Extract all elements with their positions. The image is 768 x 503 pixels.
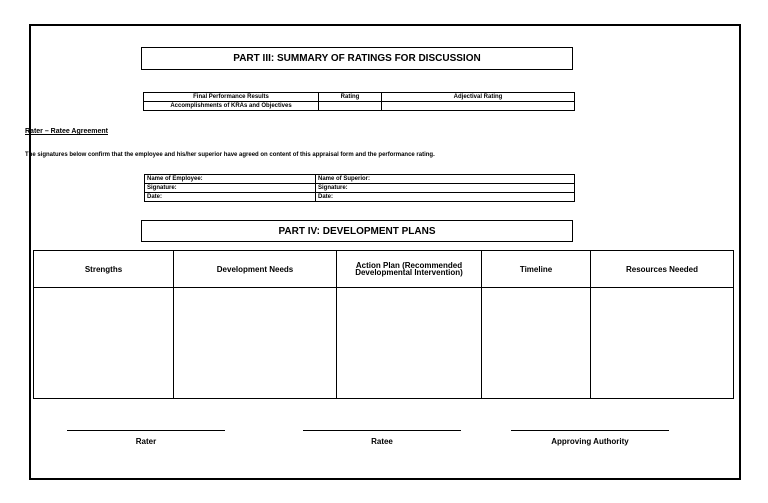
- employee-date-field[interactable]: Date:: [145, 193, 316, 202]
- header-timeline: Timeline: [482, 251, 591, 288]
- rater-label: Rater: [135, 437, 157, 446]
- agreement-text: The signatures below confirm that the employee and his/her superior have agreed on content of this appraisal form and the performance rating.: [25, 152, 435, 158]
- rating-cell[interactable]: [319, 102, 382, 111]
- ratings-header-row: [144, 93, 575, 102]
- superior-name-field[interactable]: Name of Superior:: [316, 175, 575, 184]
- agreement-title: Rater – Ratee Agreement: [25, 128, 108, 135]
- approving-authority-label: Approving Authority: [551, 437, 629, 446]
- header-strengths: Strengths: [34, 251, 174, 288]
- development-plans-table: [33, 250, 734, 399]
- ratings-summary-table: [143, 92, 575, 111]
- part-iv-title: [141, 220, 573, 242]
- signature-row-signature: [145, 184, 575, 193]
- ratings-row: [144, 102, 575, 111]
- part-iii-title: [141, 47, 573, 70]
- resources-needed-cell[interactable]: [591, 288, 734, 399]
- signature-table: [144, 174, 575, 202]
- header-rating: Rating: [319, 93, 382, 102]
- employee-signature-field[interactable]: Signature:: [145, 184, 316, 193]
- strengths-cell[interactable]: [34, 288, 174, 399]
- header-resources-needed: Resources Needed: [591, 251, 734, 288]
- row-accomplishments: Accomplishments of KRAs and Objectives: [144, 102, 319, 111]
- timeline-cell[interactable]: [482, 288, 591, 399]
- signature-row-name: [145, 175, 575, 184]
- header-action-plan: Action Plan (Recommended Developmental Intervention): [337, 251, 482, 288]
- adjectival-rating-cell[interactable]: [382, 102, 575, 111]
- superior-date-field[interactable]: Date:: [316, 193, 575, 202]
- employee-name-field[interactable]: Name of Employee:: [145, 175, 316, 184]
- development-needs-cell[interactable]: [174, 288, 337, 399]
- action-plan-cell[interactable]: [337, 288, 482, 399]
- appraisal-form-page: [25, 24, 741, 480]
- ratee-label: Ratee: [371, 437, 393, 446]
- signature-row-date: [145, 193, 575, 202]
- dev-body-row: [34, 288, 734, 399]
- header-development-needs: Development Needs: [174, 251, 337, 288]
- rater-signature-line[interactable]: [67, 430, 225, 446]
- part-iv-title-text: PART IV: DEVELOPMENT PLANS: [278, 225, 436, 237]
- approving-authority-signature-line[interactable]: [511, 430, 669, 446]
- ratee-signature-line[interactable]: [303, 430, 461, 446]
- header-final-performance-results: Final Performance Results: [144, 93, 319, 102]
- part-iii-title-text: PART III: SUMMARY OF RATINGS FOR DISCUSSION: [233, 53, 481, 64]
- header-adjectival-rating: Adjectival Rating: [382, 93, 575, 102]
- superior-signature-field[interactable]: Signature:: [316, 184, 575, 193]
- dev-header-row: [34, 251, 734, 288]
